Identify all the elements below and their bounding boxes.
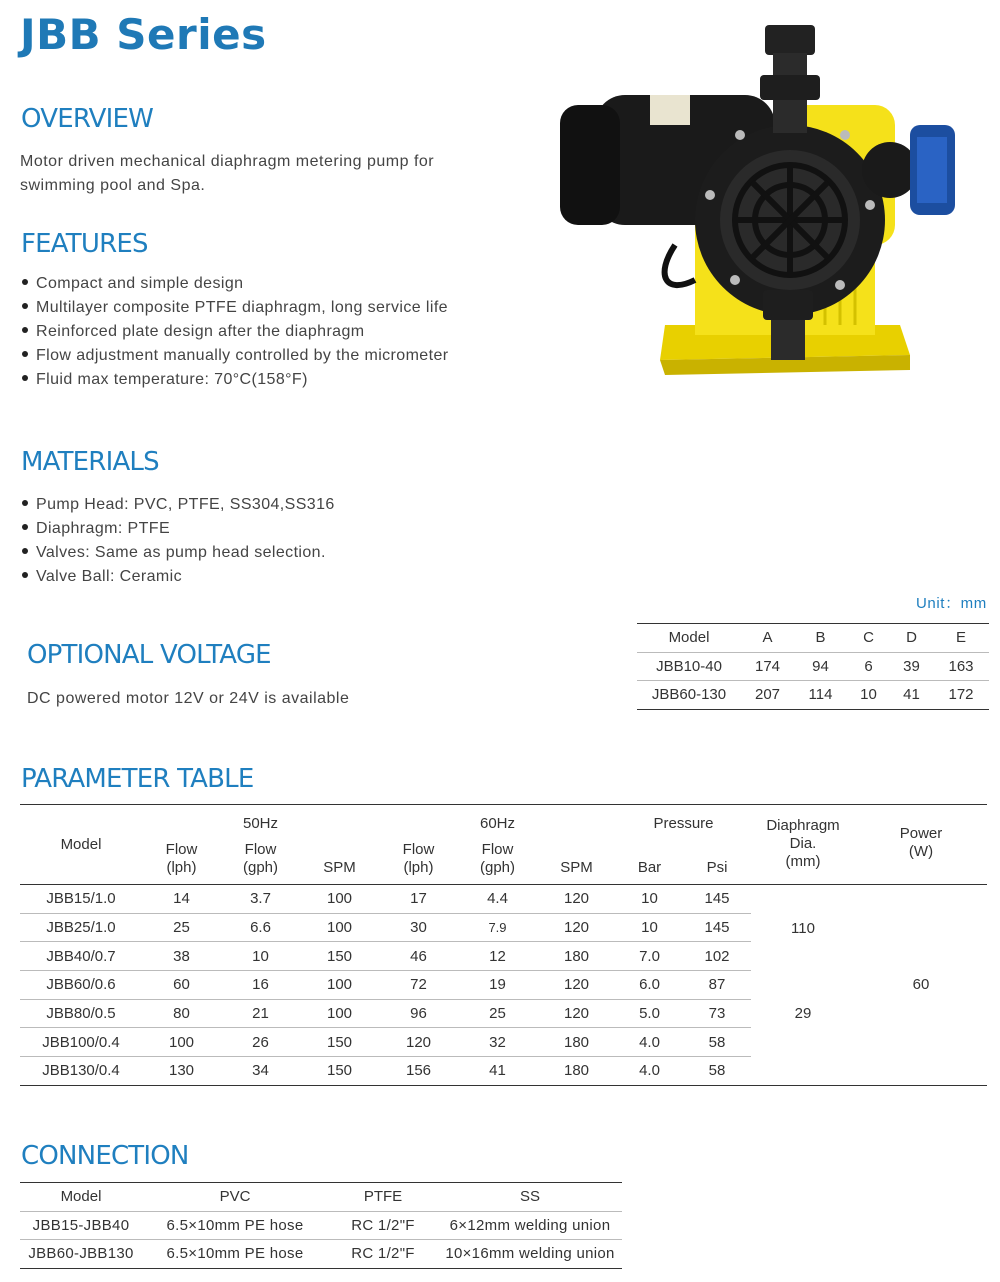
conn-cell: 10×16mm welding union <box>445 1245 615 1263</box>
param-cell: 7.0 <box>616 942 683 971</box>
conn-cell: 6.5×10mm PE hose <box>166 1216 304 1234</box>
materials-heading: MATERIALS <box>21 447 159 477</box>
param-cell: 5.0 <box>616 999 683 1028</box>
param-sub-bar: Bar <box>637 859 662 877</box>
param-header-50hz: 50Hz <box>242 814 279 832</box>
param-cell: 10 <box>221 942 300 971</box>
overview-heading: OVERVIEW <box>21 104 154 134</box>
param-header-power <box>855 805 987 885</box>
bullet-icon <box>22 500 28 506</box>
param-cell: JBB60/0.6 <box>20 971 142 1000</box>
feature-item: Multilayer composite PTFE diaphragm, long service life <box>22 296 448 320</box>
conn-header-model: Model <box>60 1188 102 1206</box>
param-cell: JBB80/0.5 <box>20 999 142 1028</box>
feature-item: Compact and simple design <box>22 272 448 296</box>
dim-header-a: A <box>762 629 773 647</box>
dim-header-c: C <box>863 629 874 647</box>
param-cell: 150 <box>300 1057 379 1086</box>
diaphragm-value: 29 <box>751 999 855 1085</box>
features-heading: FEATURES <box>21 229 148 259</box>
param-cell: 32 <box>458 1028 537 1057</box>
pump-head-grille <box>735 165 845 275</box>
pump-product-image <box>555 25 955 390</box>
param-cell: 145 <box>683 913 751 942</box>
conn-header-ss: SS <box>519 1188 540 1206</box>
param-cell: 3.7 <box>221 885 300 914</box>
param-cell: 25 <box>142 913 221 942</box>
material-item: Diaphragm: PTFE <box>22 517 335 541</box>
dim-cell: 39 <box>903 657 920 675</box>
param-cell: 150 <box>300 1028 379 1057</box>
diaphragm-value: 110 <box>791 920 815 937</box>
param-cell: 100 <box>300 885 379 914</box>
parameter-table-heading: PARAMETER TABLE <box>21 764 254 794</box>
conn-cell: 6.5×10mm PE hose <box>166 1245 304 1263</box>
bullet-icon <box>22 303 28 309</box>
param-cell: 21 <box>221 999 300 1028</box>
unit-label: Unit：mm <box>916 595 987 612</box>
dim-header-e: E <box>955 629 966 647</box>
material-item: Valves: Same as pump head selection. <box>22 541 335 565</box>
param-cell: 87 <box>683 971 751 1000</box>
param-cell: 100 <box>300 971 379 1000</box>
param-cell: 72 <box>379 971 458 1000</box>
param-cell: 80 <box>142 999 221 1028</box>
dim-header-model: Model <box>668 629 710 647</box>
param-cell: 120 <box>537 913 616 942</box>
param-cell: 41 <box>458 1057 537 1086</box>
feature-item: Reinforced plate design after the diaphragm <box>22 320 448 344</box>
materials-list <box>22 493 335 589</box>
dim-cell: JBB10-40 <box>656 657 722 675</box>
conn-header-pvc: PVC <box>219 1188 251 1206</box>
param-cell: 6.0 <box>616 971 683 1000</box>
conn-cell: 6×12mm welding union <box>449 1216 611 1234</box>
param-cell: 10 <box>616 885 683 914</box>
param-cell: 73 <box>683 999 751 1028</box>
param-sub-spm: SPM <box>323 859 356 877</box>
param-cell: 30 <box>379 913 458 942</box>
param-cell: 46 <box>379 942 458 971</box>
features-list <box>22 272 448 392</box>
dim-cell: 207 <box>754 686 781 704</box>
param-header-diaphragm <box>751 805 855 885</box>
param-cell: 150 <box>300 942 379 971</box>
param-cell: 10 <box>616 913 683 942</box>
table-row <box>20 1211 622 1240</box>
dim-cell: 10 <box>860 686 877 704</box>
pump-knob <box>862 142 918 198</box>
param-cell: 120 <box>379 1028 458 1057</box>
param-cell: JBB130/0.4 <box>20 1057 142 1086</box>
pump-top-valve <box>765 25 815 55</box>
param-cell: 120 <box>537 999 616 1028</box>
param-cell: 180 <box>537 942 616 971</box>
table-row <box>637 652 989 681</box>
overview-text: Motor driven mechanical diaphragm metering pump for swimming pool and Spa. <box>20 153 435 194</box>
param-sub-spm-60: SPM <box>560 859 593 877</box>
param-cell: 16 <box>221 971 300 1000</box>
dim-cell: 94 <box>812 657 829 675</box>
param-cell: 19 <box>458 971 537 1000</box>
param-cell: 96 <box>379 999 458 1028</box>
optional-voltage-heading: OPTIONAL VOLTAGE <box>27 640 271 670</box>
dimension-table <box>637 623 989 710</box>
param-header-model: Model <box>20 805 142 885</box>
conn-cell: RC 1/2"F <box>351 1216 415 1234</box>
conn-cell: JBB60-JBB130 <box>28 1245 134 1263</box>
param-cell: 120 <box>537 971 616 1000</box>
pump-bottom-valve-body <box>771 320 805 360</box>
pump-motor-cap <box>560 105 620 225</box>
param-cell: 100 <box>300 913 379 942</box>
bullet-icon <box>22 572 28 578</box>
param-cell: JBB25/1.0 <box>20 913 142 942</box>
power-value: 60 <box>855 885 987 1086</box>
param-cell: JBB40/0.7 <box>20 942 142 971</box>
feature-item: Fluid max temperature: 70°C(158°F) <box>22 368 448 392</box>
pump-top-valve-nut <box>760 75 820 100</box>
conn-cell: JBB15-JBB40 <box>32 1216 130 1234</box>
param-cell: 120 <box>537 885 616 914</box>
material-item: Valve Ball: Ceramic <box>22 565 335 589</box>
param-cell: 58 <box>683 1028 751 1057</box>
param-cell: 145 <box>683 885 751 914</box>
dim-cell: 114 <box>808 686 833 704</box>
diaphragm-unit: (mm) <box>785 853 821 870</box>
param-cell: 25 <box>458 999 537 1028</box>
param-header-pressure: Pressure <box>653 814 714 832</box>
param-sub-flow-lph-60: Flow (lph) <box>402 841 435 877</box>
param-cell: 4.0 <box>616 1057 683 1086</box>
param-cell: 60 <box>142 971 221 1000</box>
param-sub-flow-gph: Flow (gph) <box>242 841 279 877</box>
param-cell: 14 <box>142 885 221 914</box>
param-cell: 7.9 <box>458 913 537 942</box>
param-cell: 156 <box>379 1057 458 1086</box>
dim-cell: JBB60-130 <box>651 686 727 704</box>
param-cell: 17 <box>379 885 458 914</box>
page-title: JBB Series <box>20 10 267 59</box>
pump-label <box>650 95 690 125</box>
bullet-icon <box>22 279 28 285</box>
param-cell: 130 <box>142 1057 221 1086</box>
bullet-icon <box>22 524 28 530</box>
param-cell: 100 <box>142 1028 221 1057</box>
power-label: Power <box>899 825 943 842</box>
bullet-icon <box>22 351 28 357</box>
feature-item: Flow adjustment manually controlled by the micrometer <box>22 344 448 368</box>
pump-bottom-valve-nut <box>763 290 813 320</box>
param-cell: 38 <box>142 942 221 971</box>
connection-table <box>20 1182 622 1269</box>
dim-header-d: D <box>906 629 917 647</box>
power-unit: (W) <box>908 843 934 860</box>
dim-header-b: B <box>815 629 826 647</box>
param-cell: 26 <box>221 1028 300 1057</box>
bullet-icon <box>22 375 28 381</box>
param-cell: 100 <box>300 999 379 1028</box>
optional-voltage-text: DC powered motor 12V or 24V is available <box>27 690 350 707</box>
param-sub-flow-gph-60: Flow (gph) <box>479 841 516 877</box>
table-row <box>637 681 989 710</box>
param-cell: JBB100/0.4 <box>20 1028 142 1057</box>
conn-cell: RC 1/2"F <box>351 1245 415 1263</box>
dim-cell: 41 <box>903 686 920 704</box>
table-row <box>20 1240 622 1269</box>
param-sub-flow-lph: Flow (lph) <box>165 841 198 877</box>
connection-heading: CONNECTION <box>21 1141 189 1171</box>
material-item: Pump Head: PVC, PTFE, SS304,SS316 <box>22 493 335 517</box>
dim-cell: 163 <box>948 657 974 675</box>
param-cell: 180 <box>537 1057 616 1086</box>
param-cell: JBB15/1.0 <box>20 885 142 914</box>
dim-cell: 172 <box>948 686 974 704</box>
param-cell: 4.0 <box>616 1028 683 1057</box>
param-cell: 34 <box>221 1057 300 1086</box>
dim-cell: 174 <box>754 657 781 675</box>
param-sub-psi: Psi <box>706 859 728 877</box>
pump-micrometer-face <box>917 137 947 203</box>
param-cell: 4.4 <box>458 885 537 914</box>
param-cell: 12 <box>458 942 537 971</box>
bullet-icon <box>22 548 28 554</box>
conn-header-ptfe: PTFE <box>363 1188 403 1206</box>
parameter-table <box>20 804 987 1086</box>
param-cell: 102 <box>683 942 751 971</box>
table-row <box>20 885 987 914</box>
pump-cable <box>665 245 695 285</box>
param-header-60hz: 60Hz <box>479 814 516 832</box>
bullet-icon <box>22 327 28 333</box>
table-row <box>20 999 987 1028</box>
param-cell: 180 <box>537 1028 616 1057</box>
dim-cell: 6 <box>864 657 873 675</box>
diaphragm-label: Diaphragm Dia. <box>766 817 840 852</box>
param-cell: 6.6 <box>221 913 300 942</box>
param-cell: 58 <box>683 1057 751 1086</box>
